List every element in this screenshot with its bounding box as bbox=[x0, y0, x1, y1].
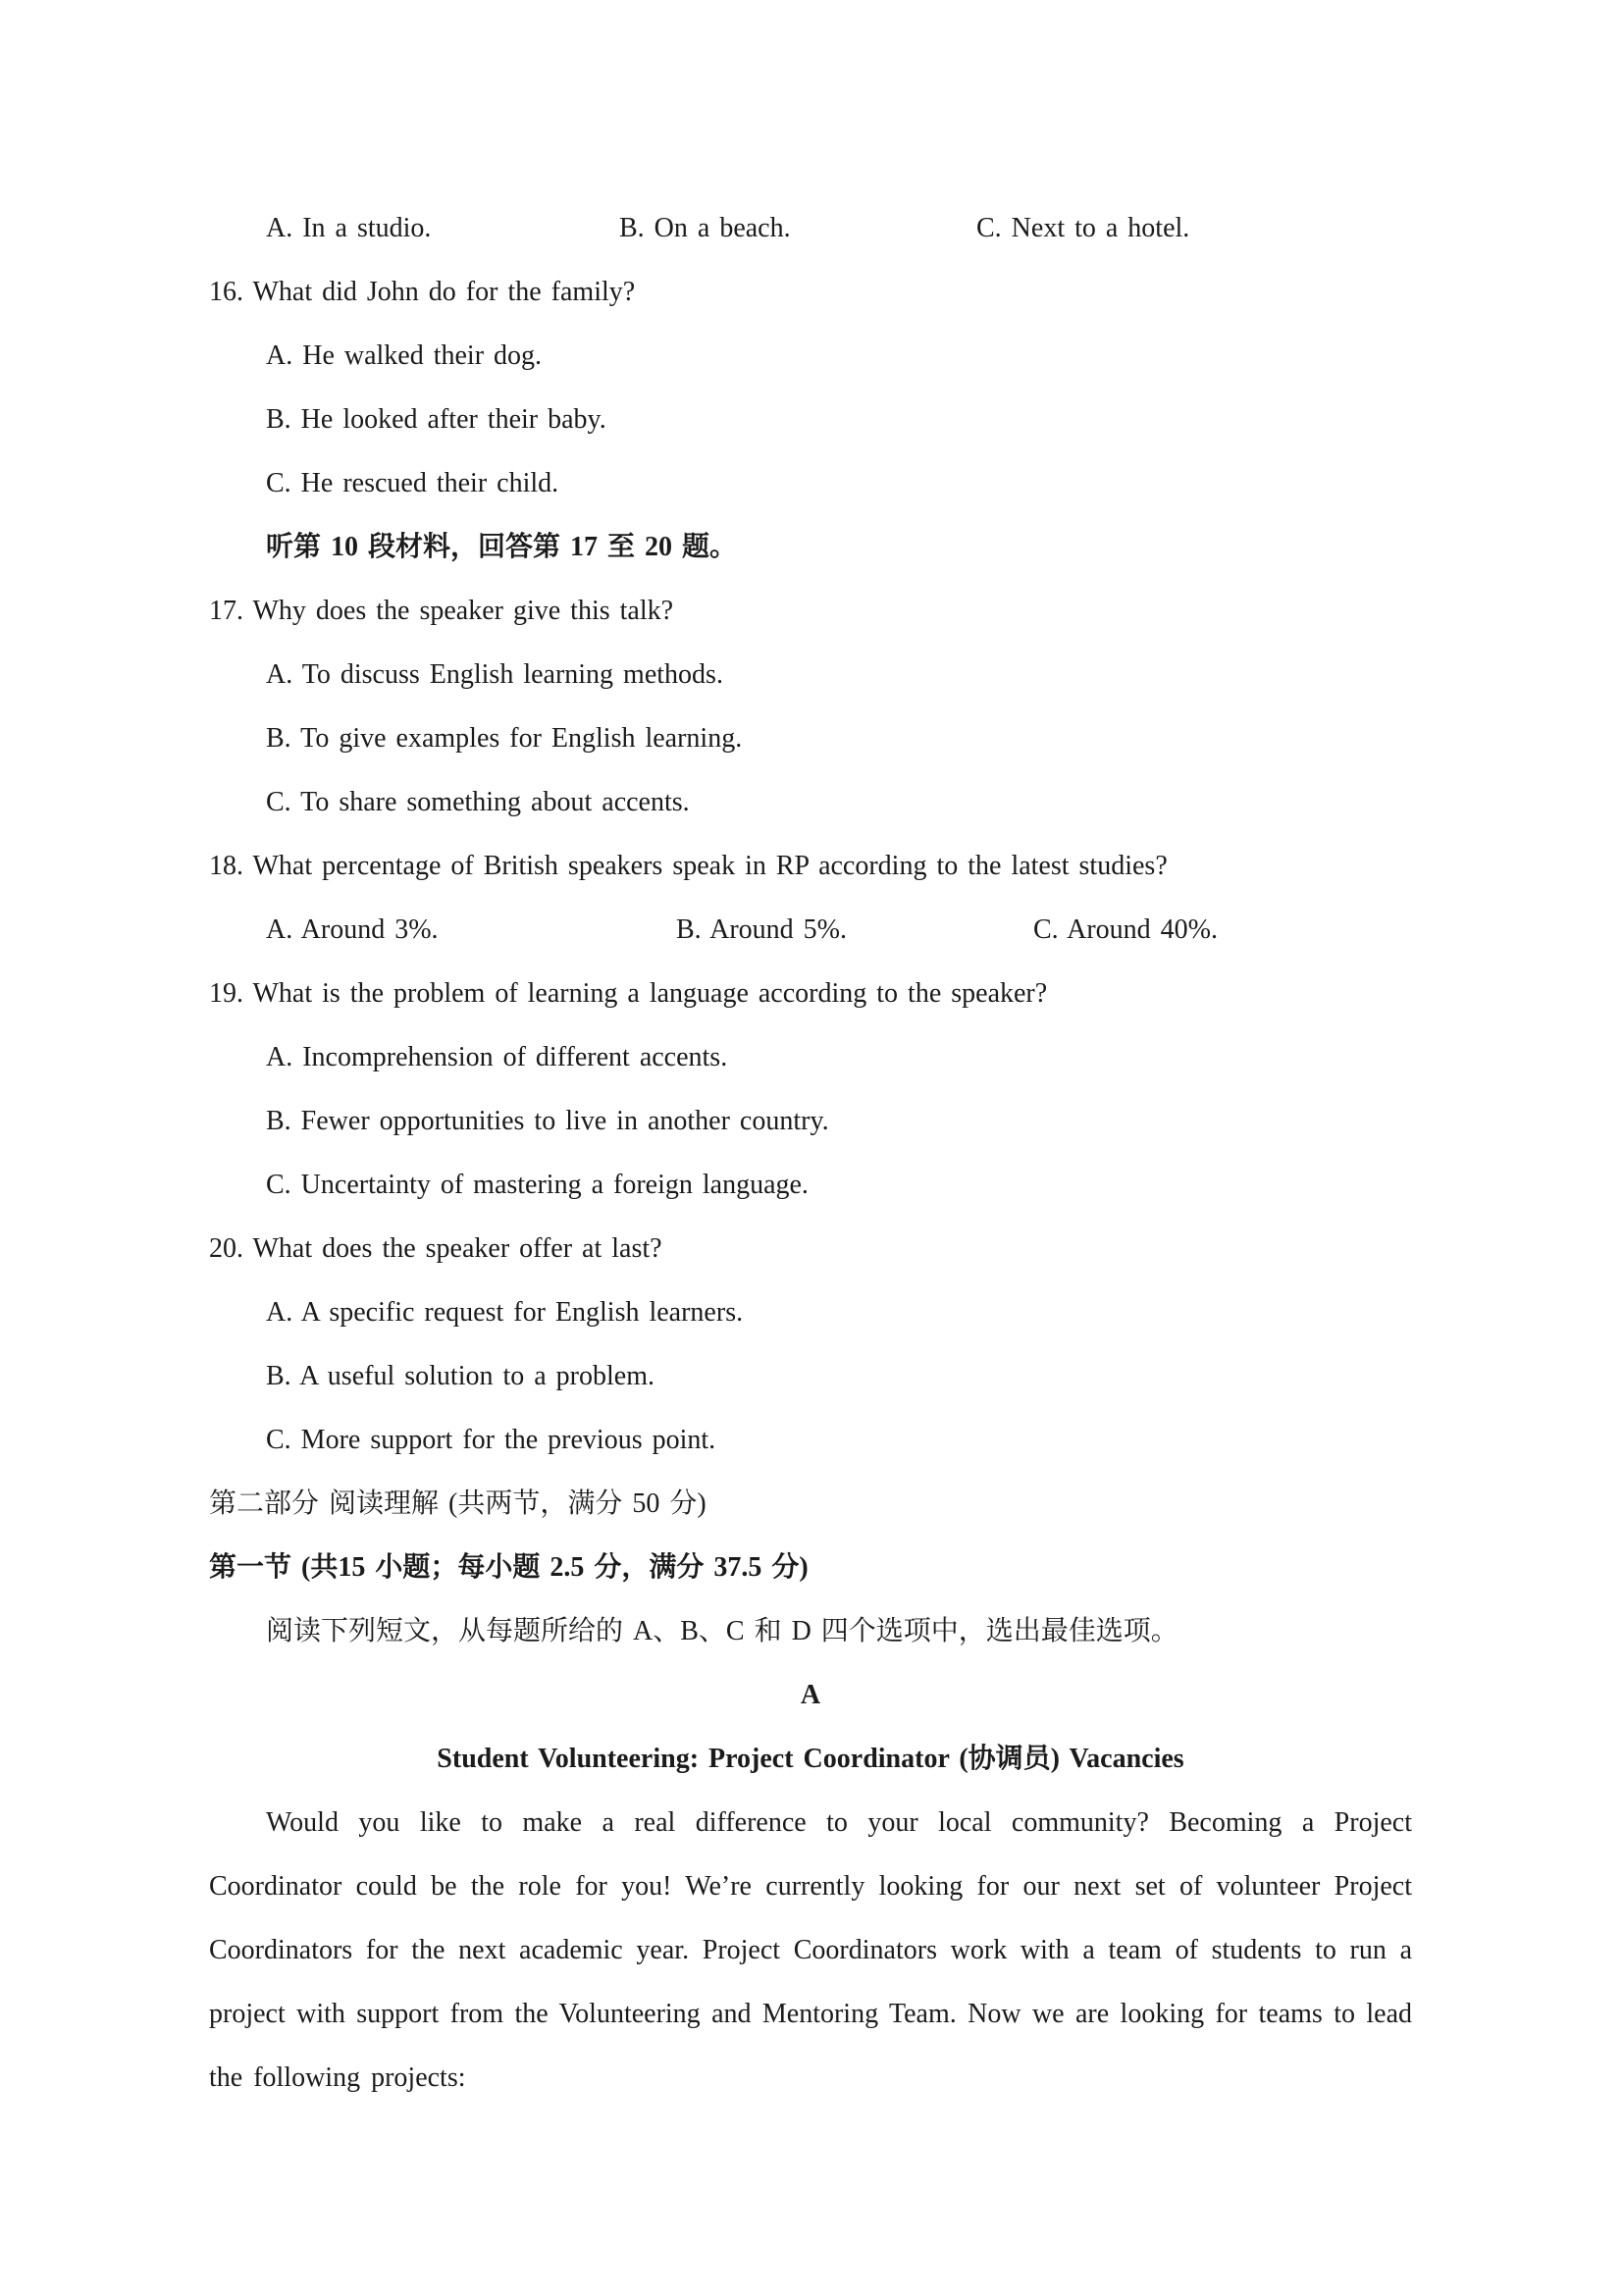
q15-option-b: B. On a beach. bbox=[619, 213, 791, 243]
q18-option-a: A. Around 3%. bbox=[266, 914, 439, 945]
q15-option-a: A. In a studio. bbox=[266, 213, 432, 243]
q15-option-c: C. Next to a hotel. bbox=[976, 213, 1190, 243]
question-19-stem: 19. What is the problem of learning a language according to the speaker? bbox=[209, 978, 1048, 1009]
q16-option-b: B. He looked after their baby. bbox=[266, 404, 606, 435]
passage-paragraph: Would you like to make a real difference to your local community? Becoming a Project Coordinator could be the role for you! We’re currently looking for our next set of volunteer Project Coordinators for the next academic year. Project Coordinators work with a team of students to run a project with support from the Volunteering and Mentoring Team. Now we are looking for teams to lead the following projects: bbox=[209, 1807, 1412, 2093]
passage-title: Student Volunteering: Project Coordinator (协调员) Vacancies bbox=[437, 1744, 1184, 1774]
q15-options-row bbox=[209, 196, 1412, 260]
q19-option-b: B. Fewer opportunities to live in another country. bbox=[266, 1106, 829, 1136]
q18-option-c: C. Around 40%. bbox=[1033, 914, 1218, 945]
q20-option-c: C. More support for the previous point. bbox=[266, 1425, 716, 1455]
reading-instructions: 阅读下列短文，从每题所给的 A、B、C 和 D 四个选项中，选出最佳选项。 bbox=[266, 1616, 1178, 1646]
exam-content bbox=[209, 196, 1412, 2110]
question-16-stem: 16. What did John do for the family? bbox=[209, 277, 636, 307]
q16-option-a: A. He walked their dog. bbox=[266, 340, 543, 371]
q17-option-a: A. To discuss English learning methods. bbox=[266, 659, 723, 690]
question-17-stem: 17. Why does the speaker give this talk? bbox=[209, 596, 674, 626]
q17-option-b: B. To give examples for English learning. bbox=[266, 723, 743, 754]
q17-option-c: C. To share something about accents. bbox=[266, 787, 690, 817]
listening-material-note: 听第 10 段材料，回答第 17 至 20 题。 bbox=[266, 532, 738, 562]
question-20-stem: 20. What does the speaker offer at last? bbox=[209, 1233, 662, 1264]
q19-option-a: A. Incomprehension of different accents. bbox=[266, 1042, 728, 1072]
q20-option-b: B. A useful solution to a problem. bbox=[266, 1361, 654, 1391]
section1-header: 第一节 (共15 小题；每小题 2.5 分，满分 37.5 分) bbox=[209, 1552, 809, 1583]
passage-label: A bbox=[800, 1680, 821, 1710]
q18-options-row bbox=[209, 898, 1412, 962]
part2-section-header: 第二部分 阅读理解 (共两节，满分 50 分) bbox=[209, 1488, 707, 1519]
q18-option-b: B. Around 5%. bbox=[676, 914, 847, 945]
question-18-stem: 18. What percentage of British speakers speak in RP according to the latest studies? bbox=[209, 851, 1168, 881]
q20-option-a: A. A specific request for English learners. bbox=[266, 1297, 744, 1328]
q16-option-c: C. He rescued their child. bbox=[266, 468, 559, 498]
q19-option-c: C. Uncertainty of mastering a foreign language. bbox=[266, 1170, 809, 1200]
